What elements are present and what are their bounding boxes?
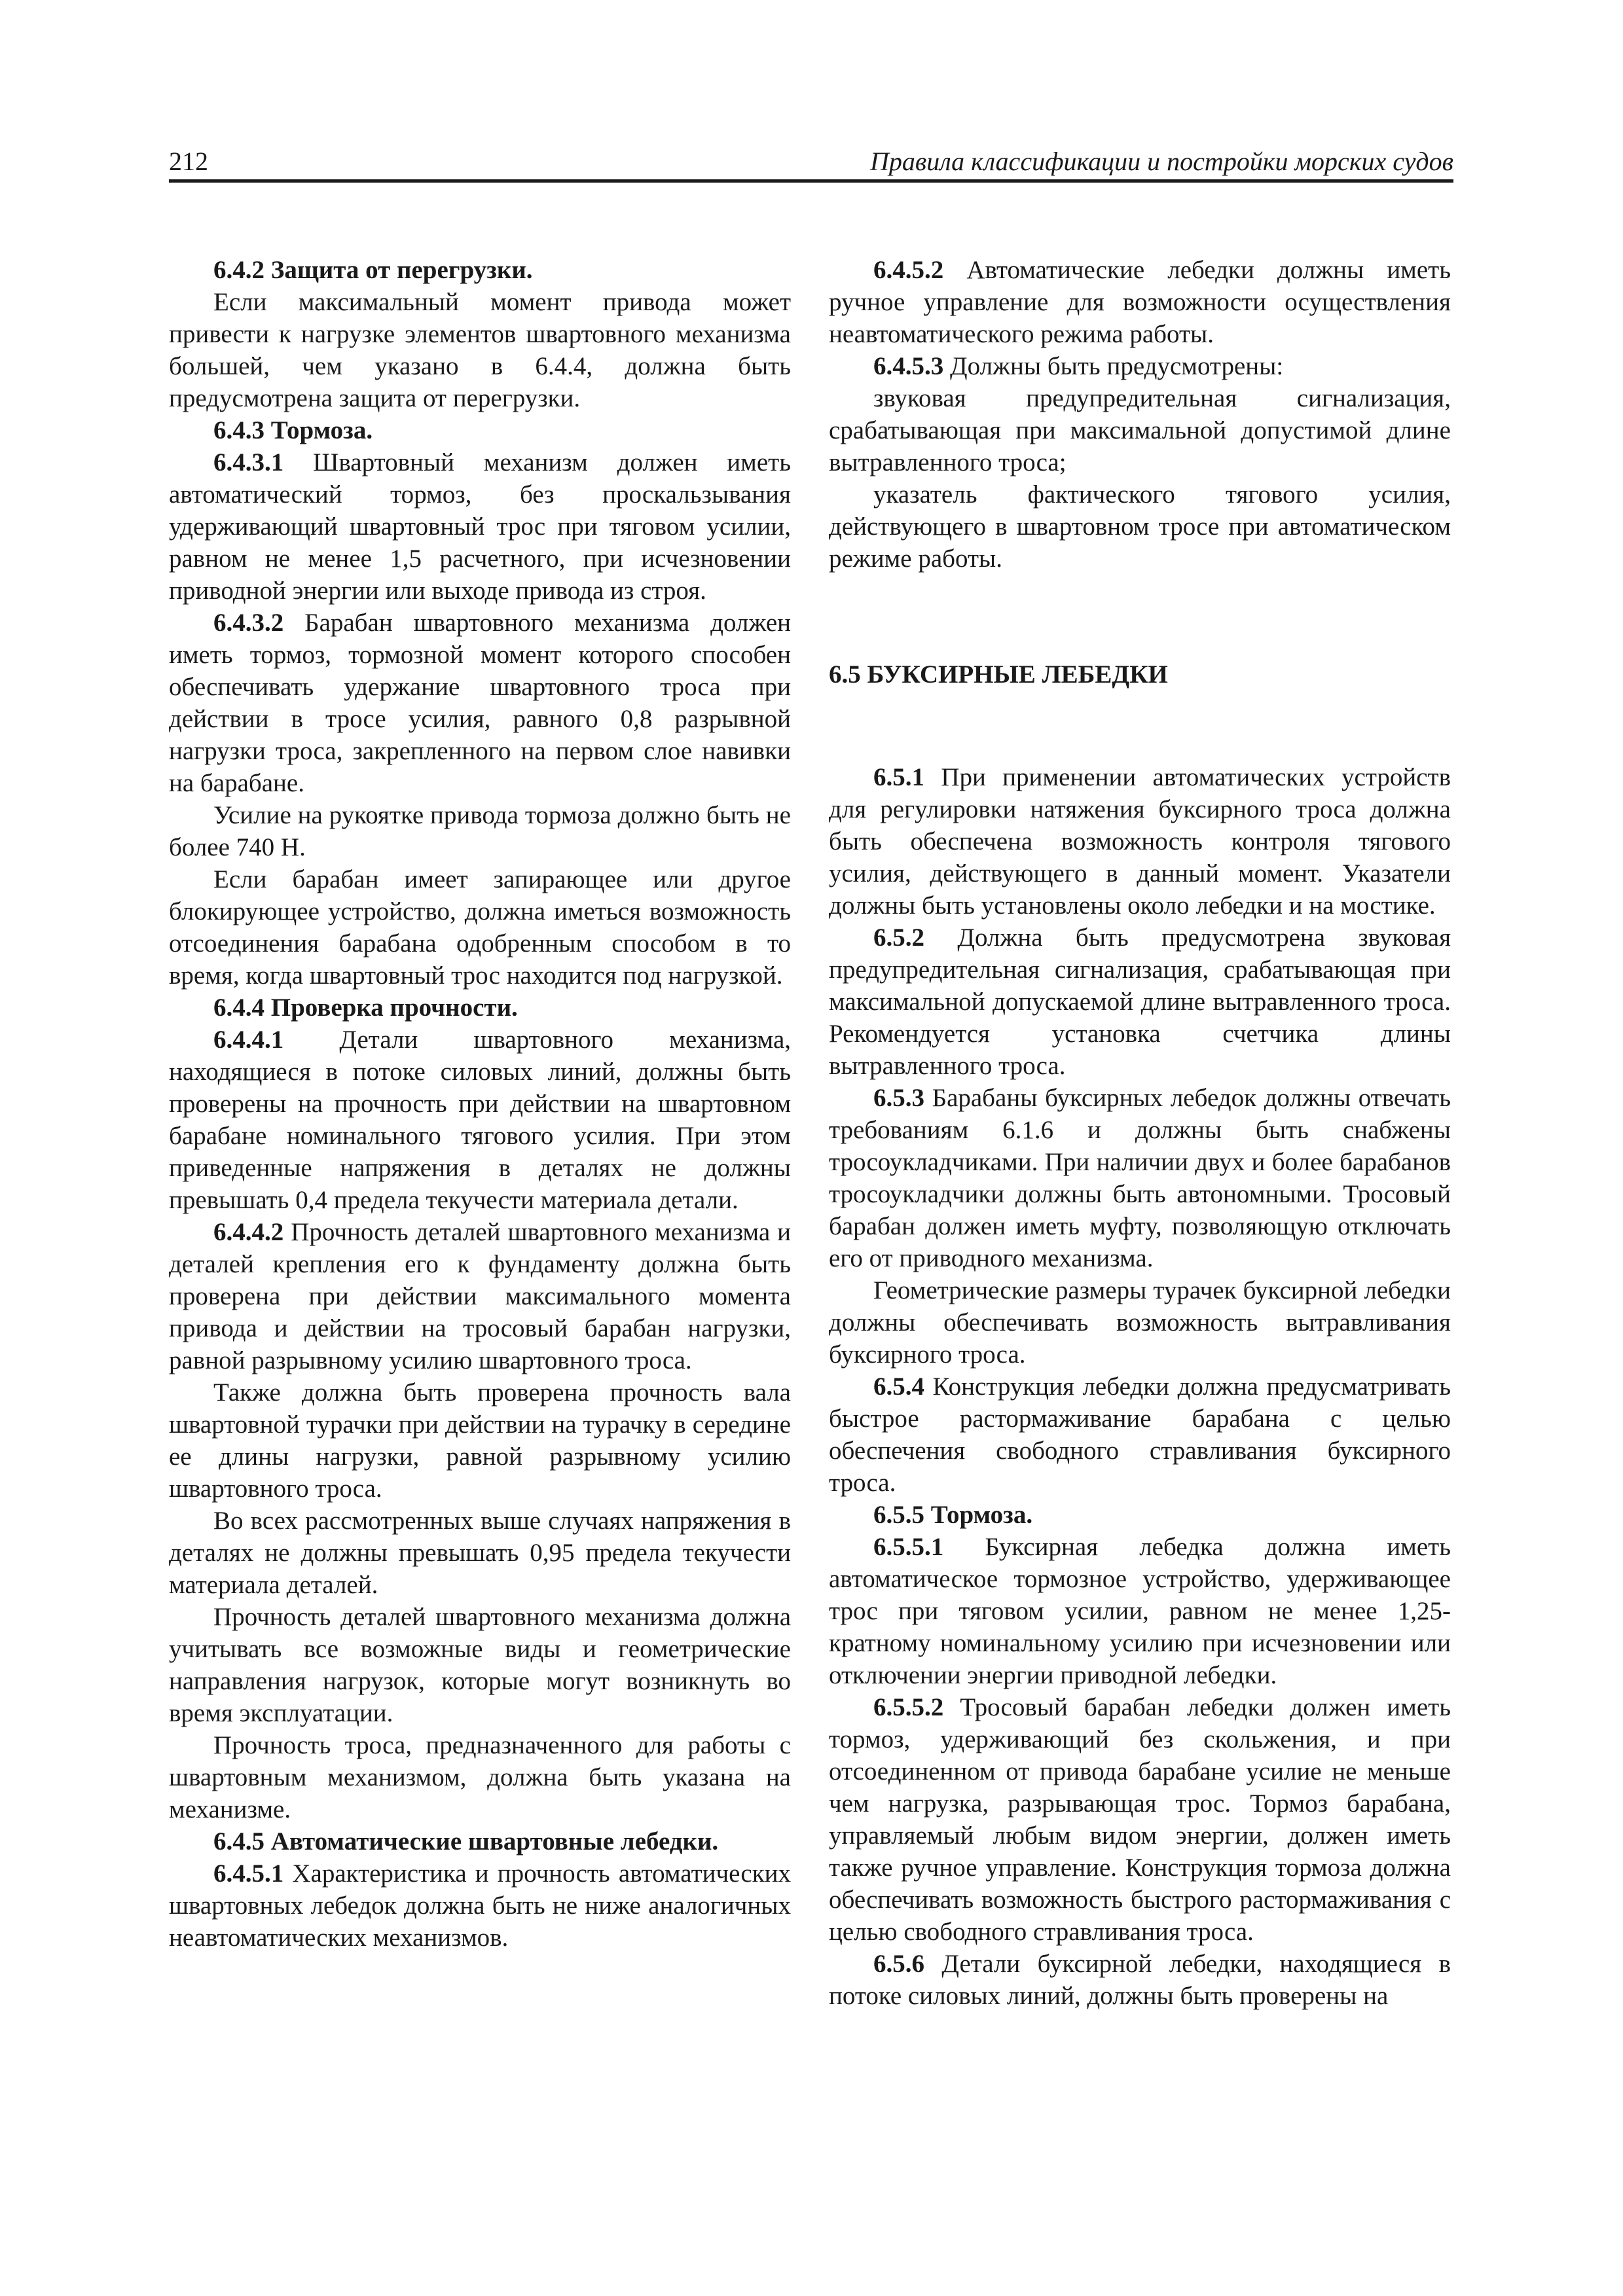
paragraph xyxy=(169,1857,791,1954)
paragraph xyxy=(829,1691,1451,1948)
paragraph-text: Детали буксирной лебедки, находящиеся в потоке силовых линий, должны быть проверены на xyxy=(829,1950,1451,2010)
paragraph-text: Тросовый барабан лебедки должен иметь тормоз, удерживающий без скольжения, и при отсоединенном от привода барабане усилие не меньше чем нагрузка, разрывающая трос. Тормоз барабана, управляемый любым видом энергии, должен иметь также ручное управление. Конструкция тормоза должна обеспечивать возможность быстрого растормаживания с целью свободного стравливания троса. xyxy=(829,1693,1451,1946)
clause-number: 6.4.3.2 xyxy=(213,609,284,637)
page-number: 212 xyxy=(169,147,208,176)
paragraph xyxy=(829,922,1451,1082)
paragraph xyxy=(829,761,1451,922)
paragraph: Усилие на рукоятке привода тормоза должно быть не более 740 Н. xyxy=(169,801,791,861)
paragraph: Если барабан имеет запирающее или другое блокирующее устройство, должна иметься возможность отсоединения барабана одобренным способом в то время, когда швартовный трос находится под нагрузкой. xyxy=(169,865,791,990)
subsection-heading: 6.4.4 Проверка прочности. xyxy=(213,994,518,1022)
paragraph: Геометрические размеры турачек буксирной лебедки должны обеспечивать возможность вытравливания буксирного троса. xyxy=(829,1276,1451,1369)
paragraph xyxy=(829,1948,1451,2012)
paragraph xyxy=(169,1216,791,1376)
running-title: Правила классификации и постройки морских судов xyxy=(869,147,1453,176)
clause-number: 6.5.2 xyxy=(873,924,924,952)
paragraph-text: Автоматические лебедки должны иметь ручное управление для возможности осуществления неавтоматического режима работы. xyxy=(829,256,1451,348)
paragraph xyxy=(169,607,791,799)
paragraph xyxy=(169,1024,791,1216)
clause-number: 6.4.5.3 xyxy=(873,352,944,380)
clause-number: 6.5.3 xyxy=(873,1084,924,1112)
clause-number: 6.5.5.1 xyxy=(873,1533,944,1561)
paragraph xyxy=(829,1371,1451,1499)
paragraph-text: Буксирная лебедка должна иметь автоматическое тормозное устройство, удерживающее трос при тяговом усилии, равном не менее 1,25-кратному номинальному усилию при исчезновении или отключении энергии приводной лебедки. xyxy=(829,1533,1451,1689)
clause-number: 6.5.4 xyxy=(873,1372,924,1401)
paragraph-text: При применении автоматических устройств для регулировки натяжения буксирного троса должна быть обеспечена возможность контроля тягового усилия, действующего в данный момент. Указатели должны быть установлены около лебедки и на мостике. xyxy=(829,763,1451,920)
paragraph-text: Конструкция лебедки должна предусматривать быстрое растормаживание барабана с целью обеспечения свободного стравливания буксирного троса. xyxy=(829,1372,1451,1497)
paragraph: указатель фактического тягового усилия, действующего в швартовном тросе при автоматическом режиме работы. xyxy=(829,480,1451,573)
paragraph-text: Барабаны буксирных лебедок должны отвечать требованиям 6.1.6 и должны быть снабжены тросоукладчиками. При наличии двух и более барабанов тросоукладчики должны быть автономными. Тросовый барабан должен иметь муфту, позволяющую отключать его от приводного механизма. xyxy=(829,1084,1451,1272)
clause-number: 6.4.5.1 xyxy=(213,1859,284,1888)
paragraph: Если максимальный момент привода может привести к нагрузке элементов швартовного механизма большей, чем указано в 6.4.4, должна быть предусмотрена защита от перегрузки. xyxy=(169,288,791,412)
clause-number: 6.4.5.2 xyxy=(873,256,944,284)
left-column xyxy=(169,254,791,1954)
paragraph: Во всех рассмотренных выше случаях напряжения в деталях не должны превышать 0,95 предела текучести материала деталей. xyxy=(169,1507,791,1599)
paragraph: Также должна быть проверена прочность вала швартовной турачки при действии на турачку в середине ее длины нагрузки, равной разрывному усилию швартовного троса. xyxy=(169,1378,791,1503)
page-header xyxy=(169,145,1453,183)
paragraph-text: Прочность деталей швартовного механизма и деталей крепления его к фундаменту должна быть проверена при действии максимального момента привода и действии на тросовый барабан нагрузки, равной разрывному усилию швартовного троса. xyxy=(169,1218,791,1374)
clause-number: 6.5.5.2 xyxy=(873,1693,944,1721)
clause-number: 6.4.4.2 xyxy=(213,1218,284,1246)
right-column xyxy=(829,254,1451,2012)
section-title: 6.5 БУКСИРНЫЕ ЛЕБЕДКИ xyxy=(829,660,1168,689)
subsection-heading: 6.4.3 Тормоза. xyxy=(213,416,373,444)
paragraph: звуковая предупредительная сигнализация, срабатывающая при максимальной допустимой длине вытравленного троса; xyxy=(829,384,1451,476)
paragraph-text: Должна быть предусмотрена звуковая предупредительная сигнализация, срабатывающая при максимальной допускаемой длине вытравленного троса. Рекомендуется установка счетчика длины вытравленного троса. xyxy=(829,924,1451,1080)
clause-number: 6.5.6 xyxy=(873,1950,924,1978)
paragraph xyxy=(829,1531,1451,1691)
paragraph xyxy=(829,350,1451,382)
paragraph-text: Характеристика и прочность автоматических швартовных лебедок должна быть не ниже аналогичных неавтоматических механизмов. xyxy=(169,1859,792,1952)
paragraph xyxy=(829,254,1451,350)
subsection-heading: 6.4.2 Защита от перегрузки. xyxy=(213,256,533,284)
paragraph xyxy=(829,1082,1451,1274)
paragraph-text: Барабан швартовного механизма должен иметь тормоз, тормозной момент которого способен обеспечивать удержание швартовного троса при действии в тросе усилия, равного 0,8 разрывной нагрузки троса, закрепленного на первом слое навивки на барабане. xyxy=(169,609,792,797)
clause-number: 6.5.1 xyxy=(873,763,924,791)
subsection-heading: 6.5.5 Тормоза. xyxy=(873,1501,1033,1529)
subsection-heading: 6.4.5 Автоматические швартовные лебедки. xyxy=(213,1827,719,1856)
paragraph-text: Должны быть предусмотрены: xyxy=(950,352,1284,380)
paragraph-text: Детали швартовного механизма, находящиеся в потоке силовых линий, должны быть проверены на прочность при действии на швартовном барабане номинального тягового усилия. При этом приведенные напряжения в деталях не должны превышать 0,4 предела текучести материала детали. xyxy=(169,1026,791,1214)
paragraph: Прочность деталей швартовного механизма должна учитывать все возможные виды и геометрические направления нагрузок, которые могут возникнуть во время эксплуатации. xyxy=(169,1603,791,1727)
paragraph-text: Швартовный механизм должен иметь автоматический тормоз, без проскальзывания удерживающий швартовный трос при тяговом усилии, равном не менее 1,5 расчетного, при исчезновении приводной энергии или выходе привода из строя. xyxy=(169,448,791,605)
clause-number: 6.4.3.1 xyxy=(213,448,284,476)
paragraph: Прочность троса, предназначенного для работы с швартовным механизмом, должна быть указана на механизме. xyxy=(169,1731,791,1823)
clause-number: 6.4.4.1 xyxy=(213,1026,284,1054)
paragraph xyxy=(169,446,791,607)
